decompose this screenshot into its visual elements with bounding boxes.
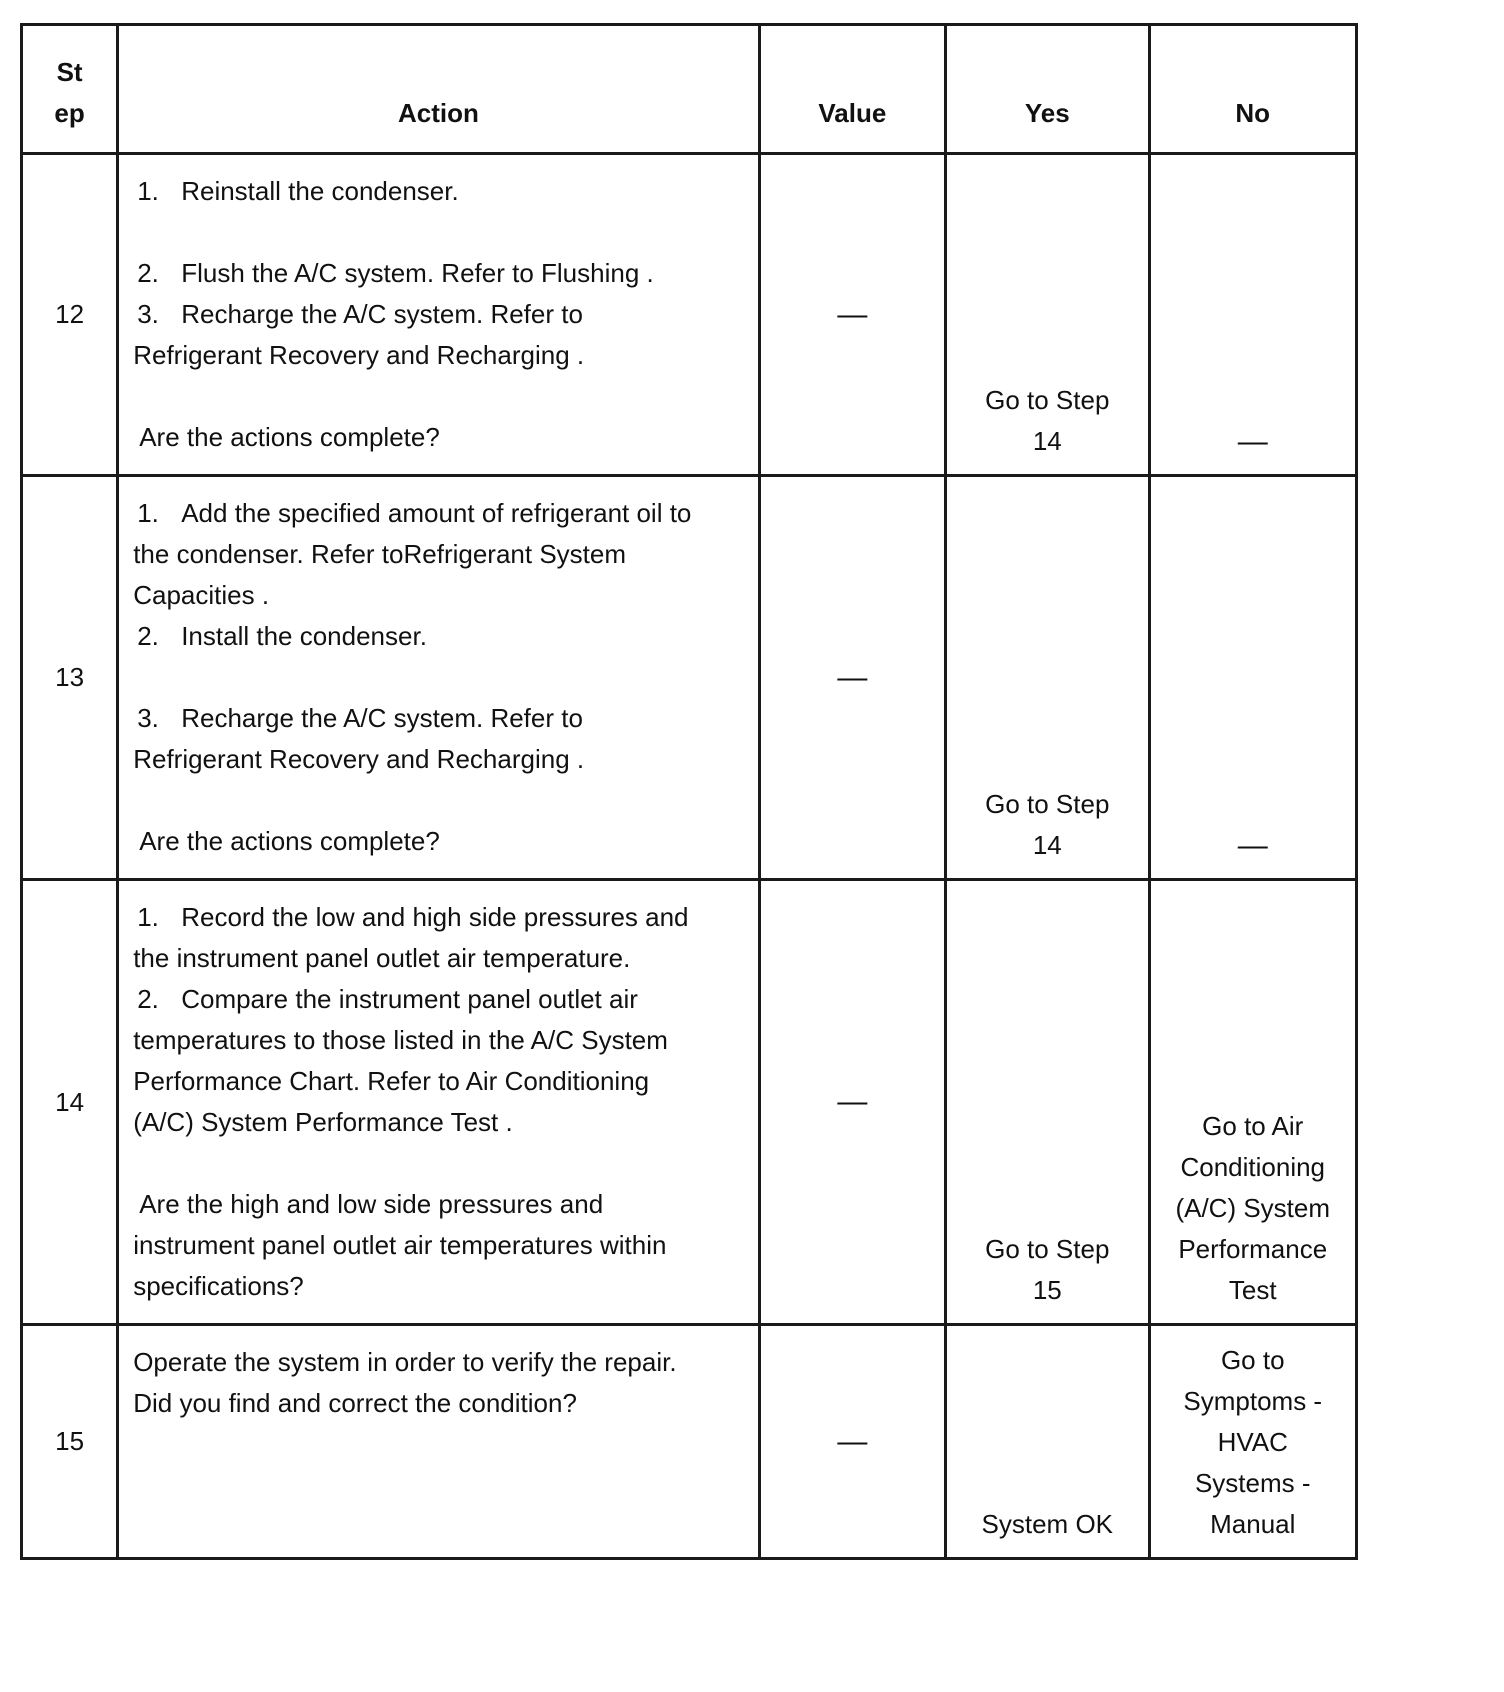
action-line: temperatures to those listed in the A/C System: [133, 1025, 668, 1055]
yes-cell: System OK: [946, 1325, 1149, 1559]
table-row: [22, 1325, 1357, 1559]
action-question: Are the high and low side pressures and: [139, 1189, 604, 1219]
value-cell: —: [759, 1325, 945, 1559]
action-line: 1. Reinstall the condenser.: [137, 176, 459, 206]
yes-cell: Go to Step 14: [946, 154, 1149, 476]
no-cell: Go to Air Conditioning (A/C) System Performance Test: [1149, 880, 1357, 1325]
step-number: 13: [22, 476, 118, 880]
action-line: Performance Chart. Refer to Air Conditioning: [133, 1066, 650, 1096]
action-line: Capacities .: [133, 580, 270, 610]
action-line: 3. Recharge the A/C system. Refer to: [137, 299, 583, 329]
action-cell: [118, 880, 759, 1325]
no-cell: —: [1149, 476, 1357, 880]
table-row: [22, 880, 1357, 1325]
no-cell: —: [1149, 154, 1357, 476]
step-number: 15: [22, 1325, 118, 1559]
action-line: Refrigerant Recovery and Recharging .: [133, 744, 585, 774]
action-line: 3. Recharge the A/C system. Refer to: [137, 703, 583, 733]
header-row: [22, 25, 1357, 154]
value-cell: —: [759, 476, 945, 880]
header-value: Value: [759, 25, 945, 154]
action-line: 1. Record the low and high side pressures and: [137, 902, 689, 932]
action-question: instrument panel outlet air temperatures within: [133, 1230, 667, 1260]
action-line: (A/C) System Performance Test .: [133, 1107, 513, 1137]
action-line: Did you find and correct the condition?: [133, 1388, 577, 1418]
action-line: 2. Flush the A/C system. Refer to Flushing .: [137, 258, 654, 288]
yes-cell: Go to Step 15: [946, 880, 1149, 1325]
action-question: Are the actions complete?: [139, 422, 440, 452]
action-line: Refrigerant Recovery and Recharging .: [133, 340, 585, 370]
action-line: Operate the system in order to verify the repair.: [133, 1347, 677, 1377]
value-cell: —: [759, 154, 945, 476]
table-row: [22, 476, 1357, 880]
action-cell: [118, 476, 759, 880]
value-cell: —: [759, 880, 945, 1325]
action-question: specifications?: [133, 1271, 304, 1301]
action-cell: [118, 1325, 759, 1559]
header-no: No: [1149, 25, 1357, 154]
action-line: the condenser. Refer toRefrigerant System: [133, 539, 627, 569]
diagnostic-table: [20, 23, 1358, 1560]
action-line: 2. Install the condenser.: [137, 621, 427, 651]
step-number: 12: [22, 154, 118, 476]
table-row: [22, 154, 1357, 476]
step-number: 14: [22, 880, 118, 1325]
header-yes: Yes: [946, 25, 1149, 154]
yes-cell: Go to Step 14: [946, 476, 1149, 880]
no-cell: Go to Symptoms - HVAC Systems - Manual: [1149, 1325, 1357, 1559]
header-step: St ep: [22, 25, 118, 154]
action-line: 2. Compare the instrument panel outlet air: [137, 984, 638, 1014]
header-action: Action: [118, 25, 759, 154]
action-cell: [118, 154, 759, 476]
action-question: Are the actions complete?: [139, 826, 440, 856]
action-line: 1. Add the specified amount of refrigerant oil to: [137, 498, 692, 528]
action-line: the instrument panel outlet air temperature.: [133, 943, 631, 973]
